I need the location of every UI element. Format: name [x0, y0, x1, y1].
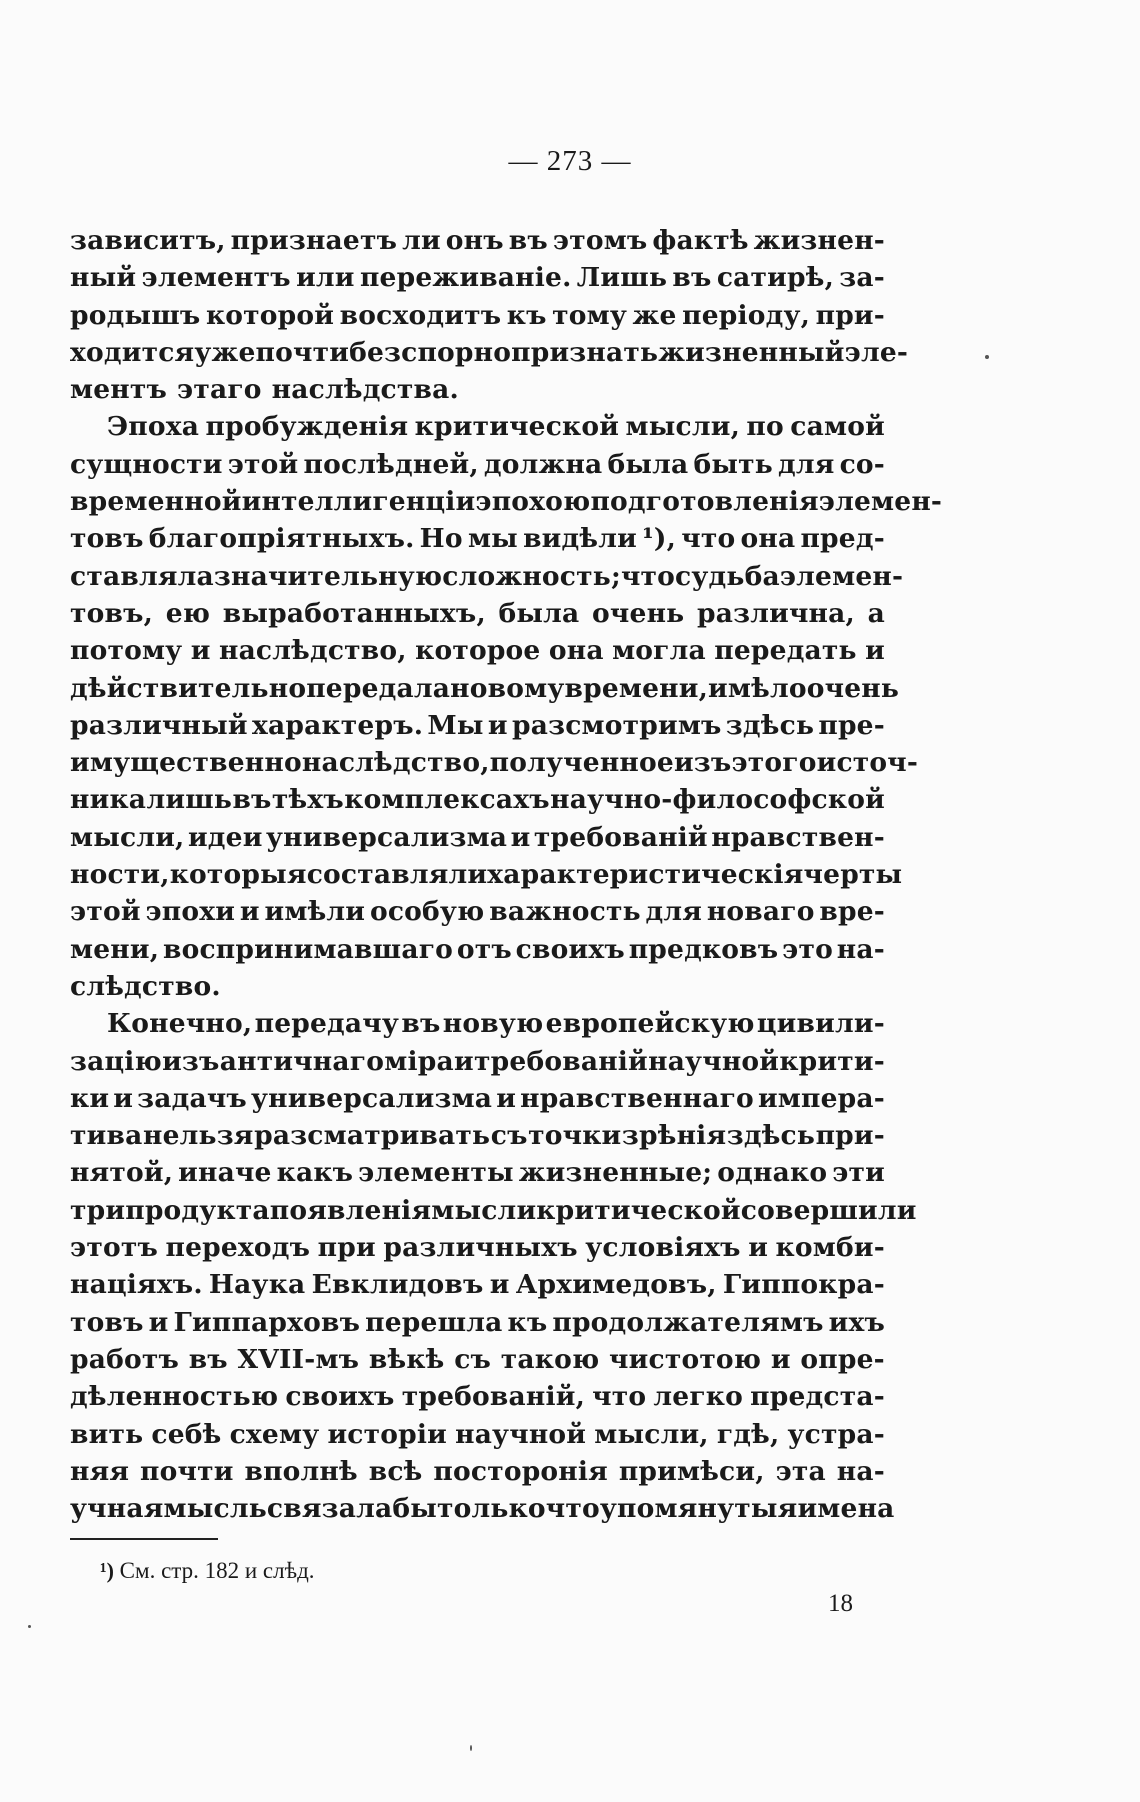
word: исторіи [327, 1418, 447, 1450]
word: эти [832, 1157, 885, 1189]
text-line [70, 931, 885, 968]
text-line [70, 707, 885, 744]
word: комби- [775, 1232, 885, 1264]
word: и [770, 1343, 791, 1375]
word: предковъ [628, 933, 779, 965]
footnote-text: См. стр. 182 и слѣд. [119, 1558, 315, 1583]
text-line [70, 520, 885, 557]
word: этой [227, 448, 299, 480]
word: зависитъ, [70, 225, 226, 256]
word: уже [194, 336, 256, 368]
word: этомъ [552, 225, 648, 256]
word: разсматривать [254, 1120, 491, 1152]
word: видѣли [523, 523, 637, 555]
word: однако [717, 1157, 828, 1189]
word: ки [70, 1082, 110, 1114]
word: очень [592, 597, 685, 629]
word: передала [306, 672, 451, 704]
word: условіяхъ [585, 1232, 741, 1264]
word: съ [454, 1343, 492, 1375]
word: онъ [445, 225, 504, 256]
word: требованій [533, 821, 708, 853]
word: мысли, [70, 821, 185, 853]
word: полученное [489, 747, 674, 779]
word: европейскую [545, 1008, 755, 1040]
word: три [70, 1194, 126, 1226]
word: къ [506, 299, 547, 331]
word: нельзя [142, 1120, 254, 1152]
word: что [592, 1381, 647, 1413]
text-line [70, 1080, 885, 1117]
text-line [70, 408, 885, 445]
word: предста- [750, 1381, 885, 1413]
word: мысли [431, 1194, 537, 1226]
word: идеи [187, 821, 263, 853]
text-line [70, 334, 909, 371]
word: точки [528, 1120, 622, 1152]
word: въ [672, 262, 712, 294]
word: источ- [816, 747, 919, 779]
word: переживаніе. [359, 262, 572, 294]
page-number: — 273 — [508, 145, 632, 177]
word: какъ [276, 1157, 354, 1189]
signature-mark: 18 [828, 1590, 853, 1617]
word: сущности [70, 448, 223, 480]
text-line [70, 371, 885, 408]
word: составляли [306, 859, 488, 891]
text-line [70, 1416, 885, 1453]
text-line [70, 819, 885, 856]
text-line [70, 1192, 917, 1229]
word: тому [552, 299, 628, 331]
word: въ [232, 784, 272, 816]
word: которое [415, 635, 541, 667]
word: различный [70, 709, 248, 741]
word: она [548, 635, 604, 667]
word: Архимедовъ, [515, 1269, 717, 1301]
word: себѣ [151, 1418, 222, 1450]
word: продолжателямъ [552, 1306, 824, 1338]
word: элементъ [141, 262, 291, 294]
word: новую [442, 1008, 544, 1040]
word: въ [401, 1008, 441, 1040]
word: признаетъ [230, 225, 398, 256]
text-line [70, 670, 900, 707]
word: ника [70, 784, 147, 816]
word: Гиппарховъ [173, 1306, 361, 1338]
word: націяхъ. [70, 1269, 203, 1301]
word: пре- [818, 709, 885, 741]
text-line [70, 1378, 885, 1415]
word: требованій [474, 1045, 648, 1077]
word: Мы [427, 709, 484, 741]
text-line [70, 558, 904, 595]
word: упомянутыя [599, 1493, 798, 1525]
word: зацію [70, 1045, 162, 1077]
word: универсализма [251, 1082, 493, 1114]
word: міра [384, 1045, 454, 1077]
word: устра- [787, 1418, 885, 1450]
word: продукта [125, 1194, 270, 1226]
word: нравствен- [711, 821, 885, 853]
word: которыя [169, 859, 307, 891]
word: комплексахъ [344, 784, 550, 816]
word: имѣло [708, 672, 807, 704]
word: ли [402, 225, 441, 256]
text-line [70, 297, 885, 334]
word: жизненные; [518, 1157, 713, 1189]
word: и [489, 1269, 510, 1301]
word: наслѣдства. [271, 374, 459, 406]
word: ности, [70, 859, 170, 891]
word: своихъ [285, 1381, 395, 1413]
text-line [70, 1266, 885, 1303]
word: опре- [800, 1343, 885, 1375]
text-line [70, 222, 885, 259]
word: легко [653, 1381, 744, 1413]
word: переходъ [165, 1232, 311, 1264]
word: быть [693, 448, 773, 480]
word: эле- [844, 336, 909, 368]
word: самой [790, 411, 885, 443]
word: имѣли [264, 896, 366, 928]
word: а [867, 597, 885, 629]
word: эта [775, 1455, 826, 1487]
word: или [296, 262, 355, 294]
text-line [70, 1341, 885, 1378]
text-line [70, 1453, 885, 1490]
word: совершили [740, 1194, 917, 1226]
word: и [113, 1082, 134, 1114]
word: ¹), [642, 523, 677, 555]
word: отъ [456, 933, 512, 965]
text-line [70, 856, 903, 893]
word: античнаго [219, 1045, 385, 1077]
word: здѣсь [726, 1120, 816, 1152]
text-line [70, 1117, 885, 1154]
word: что [681, 523, 736, 555]
word: за- [839, 262, 885, 294]
word: сатирѣ, [716, 262, 835, 294]
word: особую [369, 896, 485, 928]
word: бы [392, 1493, 438, 1525]
word: могла [612, 635, 706, 667]
word: учная [70, 1493, 164, 1525]
word: критической [414, 411, 620, 443]
word: мысль [163, 1493, 267, 1525]
word: передать [714, 635, 857, 667]
word: крити- [779, 1045, 885, 1077]
word: ходится [70, 336, 195, 368]
word: важность [489, 896, 641, 928]
word: тива [70, 1120, 143, 1152]
text-line [70, 1043, 885, 1080]
word: же [632, 299, 677, 331]
word: разсмотримъ [511, 709, 722, 741]
word: подготовленія [590, 486, 819, 518]
word: ный [70, 262, 137, 294]
word: со- [839, 448, 885, 480]
word: различныхъ [383, 1232, 578, 1264]
text-line [70, 595, 885, 632]
text-line [70, 1304, 885, 1341]
word: этого [731, 747, 817, 779]
word: элемен- [779, 560, 904, 592]
word: чистотою [609, 1343, 762, 1375]
word: жизнен- [753, 225, 885, 256]
word: изъ [673, 747, 732, 779]
word: ихъ [828, 1306, 885, 1338]
word: дѣйствительно [70, 672, 307, 704]
text-line [70, 744, 919, 781]
word: на- [836, 933, 885, 965]
word: фактѣ [652, 225, 749, 256]
word: мысли, [594, 1418, 709, 1450]
word: всѣ [368, 1455, 423, 1487]
word: благопріятныхъ. [148, 523, 415, 555]
word: воспринимавшаго [162, 933, 454, 965]
word: что [545, 1493, 600, 1525]
word: признать [511, 336, 659, 368]
word: для [777, 448, 835, 480]
word: и [748, 1232, 769, 1264]
word: элемен- [818, 486, 943, 518]
word: что [620, 560, 676, 592]
word: и [454, 1045, 474, 1077]
text-line [70, 1229, 885, 1266]
word: и [148, 1306, 169, 1338]
word: жизненный [658, 336, 845, 368]
word: и [487, 709, 508, 741]
word: товъ, [70, 597, 154, 629]
word: на- [836, 1455, 885, 1487]
word: такою [500, 1343, 600, 1375]
word: при [317, 1232, 376, 1264]
word: родышъ [70, 299, 201, 331]
text-line [70, 259, 885, 296]
word: ставляла [70, 560, 214, 592]
word: имущественно [70, 747, 302, 779]
word: появленія [269, 1194, 432, 1226]
footnote-divider [70, 1538, 218, 1540]
word: въ [508, 225, 548, 256]
word: для [645, 896, 703, 928]
word: этой [70, 896, 141, 928]
word: пробужденія [205, 411, 409, 443]
word: и [865, 635, 885, 667]
word: потому [70, 635, 183, 667]
word: Евклидовъ [311, 1269, 484, 1301]
word: гдѣ, [716, 1418, 780, 1450]
word: элементы [358, 1157, 514, 1189]
word: выработанныхъ, [222, 597, 486, 629]
word: научно-философской [550, 784, 885, 816]
word: по [746, 411, 784, 443]
word: черты [803, 859, 903, 891]
text-line [70, 483, 943, 520]
word: примѣси, [618, 1455, 765, 1487]
word: эпохою [475, 486, 591, 518]
word: цивили- [756, 1008, 885, 1040]
word: этаго [177, 374, 262, 406]
word: и [496, 1082, 517, 1114]
scan-speck [985, 355, 989, 359]
word: и [239, 896, 260, 928]
word: здѣсь [725, 709, 815, 741]
word: которой [205, 299, 335, 331]
word: вить [70, 1418, 144, 1450]
word: ментъ [70, 374, 168, 406]
word: ею [165, 597, 211, 629]
text-line [70, 1490, 895, 1527]
word: посторонія [433, 1455, 608, 1487]
word: дѣленностью [70, 1381, 279, 1413]
word: импера- [757, 1082, 885, 1114]
word: товъ [70, 523, 144, 555]
scan-speck [470, 1745, 472, 1751]
word: очень [806, 672, 900, 704]
word: работъ [70, 1343, 179, 1375]
word: научной [648, 1045, 780, 1077]
word: своихъ [515, 933, 625, 965]
word: значительную [213, 560, 443, 592]
word: и [510, 821, 531, 853]
word: временной [70, 486, 242, 518]
word: Лишь [576, 262, 668, 294]
word: наслѣдство, [218, 635, 407, 667]
word: этотъ [70, 1232, 158, 1264]
word: послѣдней, [303, 448, 479, 480]
word: критической [536, 1194, 741, 1226]
word: нравственнаго [520, 1082, 754, 1114]
word: лишь [146, 784, 233, 816]
word: новому [450, 672, 565, 704]
word: въ [188, 1343, 228, 1375]
word: съ [490, 1120, 528, 1152]
word: XVII-мъ [237, 1343, 360, 1375]
word: универсализма [266, 821, 508, 853]
word: почти [255, 336, 350, 368]
word: Наука [208, 1269, 306, 1301]
word: времени, [564, 672, 709, 704]
word: періоду, [682, 299, 811, 331]
word: изъ [162, 1045, 220, 1077]
word: она [740, 523, 796, 555]
word: Гиппокра- [722, 1269, 885, 1301]
word: Эпоха [107, 411, 200, 443]
word: нятой, [70, 1157, 174, 1189]
word: наслѣдство, [301, 747, 490, 779]
word: связала [266, 1493, 393, 1525]
text-line [70, 893, 885, 930]
word: няя [70, 1455, 130, 1487]
word: схему [229, 1418, 320, 1450]
word: къ [507, 1306, 548, 1338]
footnote [100, 1558, 315, 1584]
word: безспорно [349, 336, 512, 368]
word: интеллигенціи [241, 486, 476, 518]
scan-speck [28, 1625, 31, 1628]
word: вполнѣ [244, 1455, 358, 1487]
word: зрѣнія [621, 1120, 727, 1152]
word: должна [483, 448, 603, 480]
word: сложность; [442, 560, 621, 592]
word: передачу [254, 1008, 400, 1040]
word: только [437, 1493, 546, 1525]
word: слѣдство. [70, 970, 221, 1002]
word: эпохи [145, 896, 236, 928]
word: требованій, [401, 1381, 586, 1413]
word: была [498, 597, 580, 629]
word: Конечно, [107, 1008, 253, 1040]
word: вѣкѣ [368, 1343, 445, 1375]
text-line [70, 632, 885, 669]
word: мени, [70, 933, 160, 965]
word: почти [140, 1455, 234, 1487]
text-line [70, 446, 885, 483]
text-line [70, 781, 885, 818]
word: характеристическія [487, 859, 804, 891]
word: судьба [675, 560, 780, 592]
word: пред- [800, 523, 885, 555]
word: характеръ. [251, 709, 424, 741]
word: товъ [70, 1306, 144, 1338]
word: при- [815, 299, 885, 331]
word: вре- [819, 896, 885, 928]
word: мысли, [625, 411, 741, 443]
word: имена [797, 1493, 895, 1525]
word: тѣхъ [271, 784, 344, 816]
text-line [70, 1154, 885, 1191]
word: при- [815, 1120, 885, 1152]
word: иначе [178, 1157, 272, 1189]
word: и [190, 635, 211, 667]
word: Но [419, 523, 463, 555]
footnote-mark: ¹) [100, 1558, 114, 1583]
word: новаго [706, 896, 815, 928]
word: мы [467, 523, 518, 555]
word: перешла [365, 1306, 503, 1338]
text-line [70, 1005, 885, 1042]
body-text [70, 222, 943, 1527]
word: задачъ [137, 1082, 247, 1114]
word: восходитъ [339, 299, 502, 331]
word: это [782, 933, 833, 965]
word: была [607, 448, 689, 480]
text-line [70, 968, 885, 1005]
word: различна, [697, 597, 855, 629]
word: научной [455, 1418, 587, 1450]
